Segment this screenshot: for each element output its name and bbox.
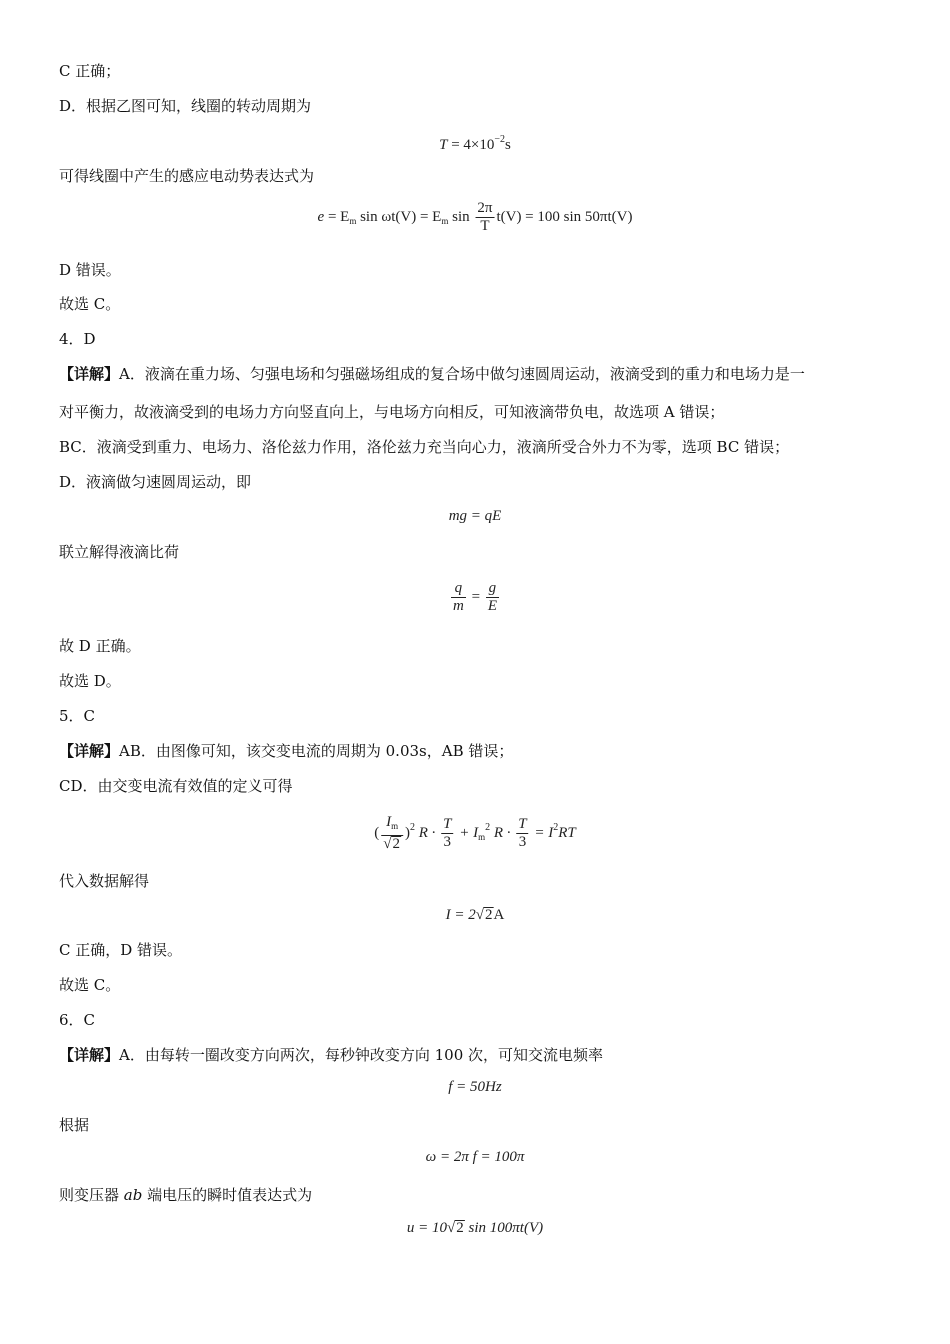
text-line: 对平衡力，故液滴受到的电场力方向竖直向上，与电场方向相反，可知液滴带负电，故选项 A 错误； xyxy=(59,403,725,421)
question-number: 6．C xyxy=(59,1011,96,1029)
text-line: D．根据乙图可知，线圈的转动周期为 xyxy=(59,97,312,115)
detail-label: 【详解】 xyxy=(59,1046,120,1064)
equation-current: I = 2√2A xyxy=(445,907,505,923)
text-line: 代入数据解得 xyxy=(59,872,150,890)
detail-label: 【详解】 xyxy=(59,365,120,383)
equation-voltage: u = 10√2 sin 100πt(V) xyxy=(406,1220,544,1236)
equation-frequency: f = 50Hz xyxy=(448,1079,502,1095)
text-line: 【详解】A．由每转一圈改变方向两次，每秒钟改变方向 100 次，可知交流电频率 xyxy=(59,1046,604,1064)
text-line: CD．由交变电流有效值的定义可得 xyxy=(59,777,293,795)
question-number: 4．D xyxy=(59,330,96,348)
text-line: D 错误。 xyxy=(59,261,121,279)
equation-effective-value: ( $\frac{I_m}{√2}$ )$^2$ R · $\frac{T}{3}$ + $I_m^2$ R · $\frac{T}{3}$ = $I^2RT$ xyxy=(374,814,576,852)
text-line: C 正确，D 错误。 xyxy=(59,941,183,959)
equation-balance: mg = qE xyxy=(448,508,502,524)
text-line: 故选 C。 xyxy=(59,295,121,313)
text-line: 则变压器 ab 端电压的瞬时值表达式为 xyxy=(59,1186,313,1204)
question-number: 5．C xyxy=(59,707,96,725)
detail-label: 【详解】 xyxy=(59,742,120,760)
text-line: 故选 C。 xyxy=(59,976,121,994)
text-line: 故选 D。 xyxy=(59,672,121,690)
text-line: D．液滴做匀速圆周运动，即 xyxy=(59,473,252,491)
text-line: 故 D 正确。 xyxy=(59,637,141,655)
equation-angular-frequency: ω = 2π f = 100π xyxy=(425,1149,525,1165)
text-line: 联立解得液滴比荷 xyxy=(59,543,180,561)
equation-period: $T = 4\times 10^{-2}s$ xyxy=(439,134,511,153)
text-line: 【详解】AB．由图像可知，该交变电流的周期为 0.03s，AB 错误； xyxy=(59,742,514,760)
text-line: 【详解】A．液滴在重力场、匀强电场和匀强磁场组成的复合场中做匀速圆周运动，液滴受到的重力和电场力是一 xyxy=(59,365,805,383)
text-line: BC．液滴受到重力、电场力、洛伦兹力作用，洛伦兹力充当向心力，液滴所受合外力不为零，选项 BC 错误； xyxy=(59,438,790,456)
equation-charge-ratio: $\frac{q}{m}$ = $\frac{g}{E}$ xyxy=(453,580,497,614)
text-line: 可得线圈中产生的感应电动势表达式为 xyxy=(59,167,315,185)
text-line: C 正确； xyxy=(59,62,121,80)
text-line: 根据 xyxy=(59,1116,90,1134)
equation-emf: $e = E_m$ $\sin \omega t(V) = E_m$ sin $\frac{2\pi}{T}$ t(V) = 100 sin 50πt(V) xyxy=(317,200,633,234)
